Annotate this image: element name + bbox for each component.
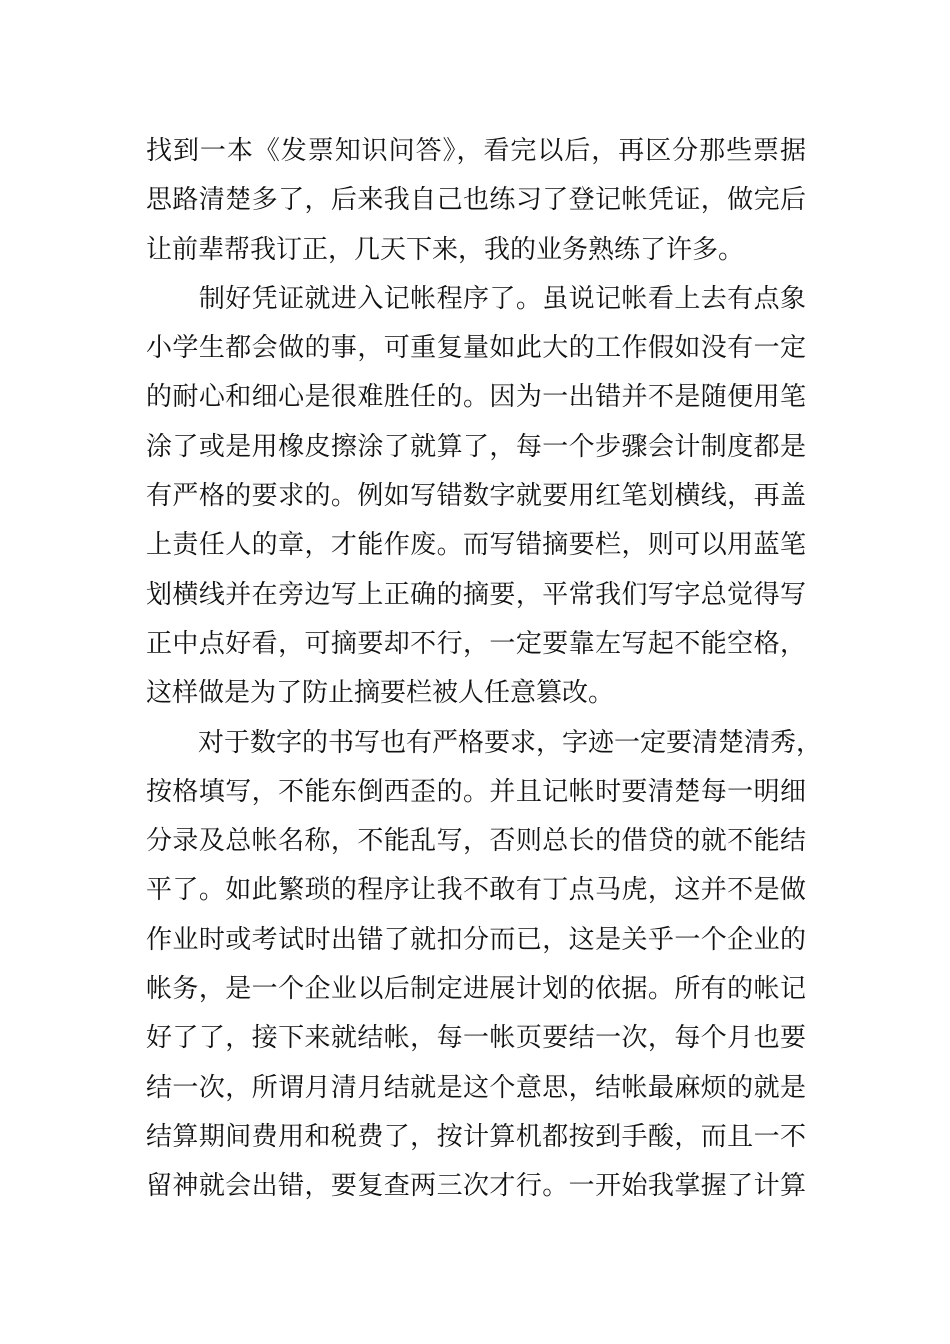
paragraph-3 bbox=[146, 719, 823, 1212]
text-line: 让前辈帮我订正，几天下来，我的业务熟练了许多。 bbox=[146, 234, 745, 265]
text-line: 好了了，接下来就结帐，每一帐页要结一次，每个月也要 bbox=[146, 1023, 806, 1054]
text-line: 划横线并在旁边写上正确的摘要，平常我们写字总觉得写 bbox=[146, 579, 806, 610]
text-line: 有严格的要求的。例如写错数字就要用红笔划横线，再盖 bbox=[146, 481, 806, 512]
text-line: 涂了或是用橡皮擦涂了就算了，每一个步骤会计制度都是 bbox=[146, 431, 806, 462]
text-line: 结一次，所谓月清月结就是这个意思，结帐最麻烦的就是 bbox=[146, 1072, 806, 1103]
text-line: 小学生都会做的事，可重复量如此大的工作假如没有一定 bbox=[146, 333, 806, 364]
text-line: 找到一本《发票知识问答》，看完以后，再区分那些票据 bbox=[146, 136, 806, 166]
text-line: 正中点好看，可摘要却不行，一定要靠左写起不能空格， bbox=[146, 628, 806, 659]
paragraph-1 bbox=[146, 127, 806, 275]
text-line: 的耐心和细心是很难胜任的。因为一出错并不是随便用笔 bbox=[146, 382, 806, 413]
text-line: 分录及总帐名称，不能乱写，否则总长的借贷的就不能结 bbox=[146, 826, 806, 857]
text-line: 思路清楚多了，后来我自己也练习了登记帐凭证，做完后 bbox=[146, 185, 806, 216]
document-body bbox=[146, 127, 823, 1212]
text-line: 上责任人的章，才能作废。而写错摘要栏，则可以用蓝笔 bbox=[146, 530, 806, 561]
text-line: 平了。如此繁琐的程序让我不敢有丁点马虎，这并不是做 bbox=[146, 875, 806, 906]
paragraph-2 bbox=[146, 275, 806, 719]
text-line: 帐务，是一个企业以后制定进展计划的依据。所有的帐记 bbox=[146, 974, 806, 1005]
text-line: 留神就会出错，要复查两三次才行。一开始我掌握了计算 bbox=[146, 1171, 806, 1202]
text-line: 作业时或考试时出错了就扣分而已，这是关乎一个企业的 bbox=[146, 924, 806, 955]
text-line: 制好凭证就进入记帐程序了。虽说记帐看上去有点象 bbox=[146, 283, 806, 314]
text-line: 这样做是为了防止摘要栏被人任意篡改。 bbox=[146, 678, 615, 709]
text-line: 对于数字的书写也有严格要求，字迹一定要清楚清秀， bbox=[146, 727, 823, 758]
text-line: 结算期间费用和税费了，按计算机都按到手酸，而且一不 bbox=[146, 1121, 806, 1152]
text-line: 按格填写，不能东倒西歪的。并且记帐时要清楚每一明细 bbox=[146, 776, 806, 807]
